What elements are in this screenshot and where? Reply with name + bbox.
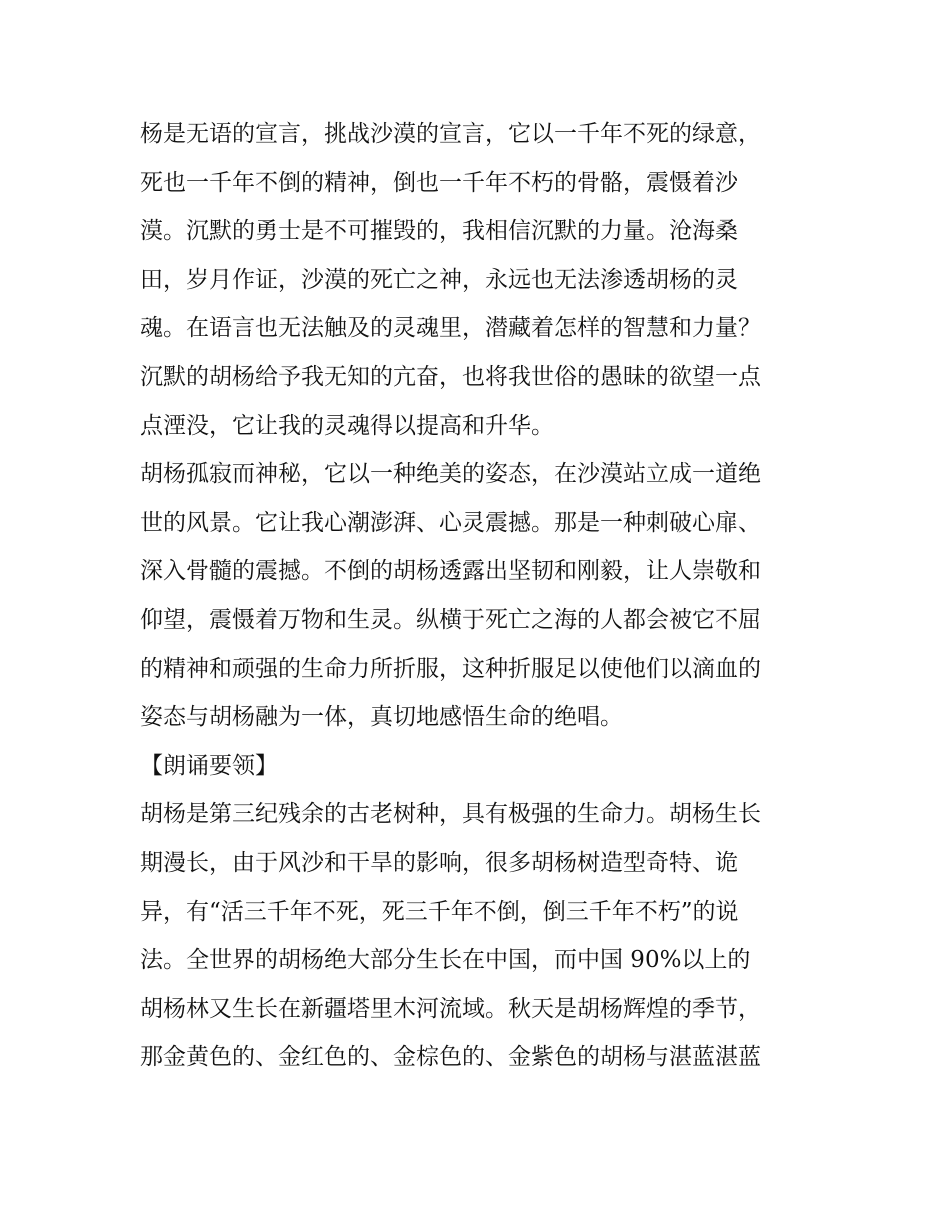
text-line: 沉默的胡杨给予我无知的亢奋，也将我世俗的愚昧的欲望一点 [140, 363, 761, 390]
text-line: 异，有“活三千年不死，死三千年不倒，倒三千年不朽”的说 [140, 898, 739, 925]
text-line: 杨是无语的宣言，挑战沙漠的宣言，它以一千年不死的绿意， [140, 121, 761, 147]
text-line: 期漫长，由于风沙和干旱的影响，很多胡杨树造型奇特、诡 [140, 849, 738, 876]
text-line: 那金黄色的、金红色的、金棕色的、金紫色的胡杨与湛蓝湛蓝 [140, 1044, 761, 1071]
document-body [140, 110, 820, 1082]
text-line: 魂。在语言也无法触及的灵魂里，潜藏着怎样的智慧和力量？ [140, 315, 761, 342]
text-line: 胡杨林又生长在新疆塔里木河流域。秋天是胡杨辉煌的季节， [140, 995, 761, 1022]
text-line: 仰望，震慑着万物和生灵。纵横于死亡之海的人都会被它不屈 [140, 606, 761, 633]
text-line: 的精神和顽强的生命力所折服，这种折服足以使他们以滴血的 [140, 655, 761, 682]
text-line: 点湮没，它让我的灵魂得以提高和升华。 [140, 412, 554, 439]
text-line: 法。全世界的胡杨绝大部分生长在中国，而中国 90%以上的 [140, 947, 751, 974]
section-heading: 【朗诵要领】 [140, 752, 278, 779]
text-line: 世的风景。它让我心潮澎湃、心灵震撼。那是一种刺破心扉、 [140, 509, 761, 536]
text-line: 田，岁月作证，沙漠的死亡之神，永远也无法渗透胡杨的灵 [140, 266, 738, 293]
text-line: 胡杨是第三纪残余的古老树种，具有极强的生命力。胡杨生长 [140, 801, 761, 828]
text-line: 深入骨髓的震撼。不倒的胡杨透露出坚韧和刚毅，让人崇敬和 [140, 558, 761, 585]
text-line: 死也一千年不倒的精神，倒也一千年不朽的骨骼，震慑着沙 [140, 169, 738, 196]
text-line: 姿态与胡杨融为一体，真切地感悟生命的绝唱。 [140, 704, 623, 731]
text-line: 胡杨孤寂而神秘，它以一种绝美的姿态，在沙漠站立成一道绝 [140, 461, 761, 488]
text-line: 漠。沉默的勇士是不可摧毁的，我相信沉默的力量。沧海桑 [140, 218, 738, 245]
